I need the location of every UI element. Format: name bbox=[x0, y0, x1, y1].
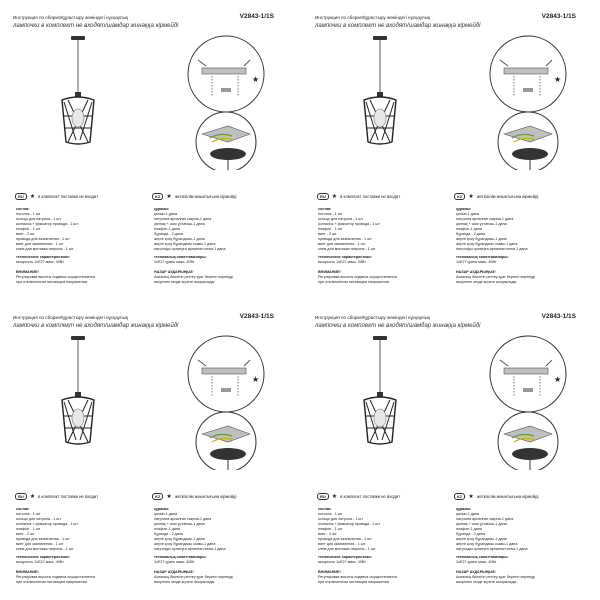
ru-badge: RU bbox=[317, 493, 329, 500]
ru-warning-line: при отключенном питающем напряжении. bbox=[318, 580, 390, 584]
kz-specs-title: техникалық сипаттамалары: bbox=[456, 255, 509, 259]
ru-specs-title: технические характеристики: bbox=[16, 255, 70, 259]
kz-warning-title: НАЗАР АУДАРЫҢЫЗ! bbox=[154, 570, 194, 574]
ru-warning-line: при отключенном питающем напряжении. bbox=[16, 580, 88, 584]
screw-icon bbox=[523, 88, 533, 92]
list-item: бұранда - 2 дана bbox=[154, 532, 183, 536]
list-item: колпачок + фиксатор провода - 1 шт bbox=[16, 522, 79, 526]
kz-badge: KZ bbox=[454, 493, 465, 500]
list-item: патронға арналған сақина-1 дана bbox=[154, 517, 212, 521]
ru-legend bbox=[317, 493, 400, 500]
assembly-diagram bbox=[6, 330, 292, 470]
list-item: потолок - 1 шт bbox=[16, 212, 41, 216]
instruction-sheet bbox=[6, 306, 292, 592]
kz-warning-title: НАЗАР АУДАРЫҢЫЗ! bbox=[456, 570, 496, 574]
kz-parts-list bbox=[456, 207, 584, 252]
list-item: патронға арналған сақина-1 дана bbox=[456, 517, 514, 521]
ru-warning-title: ВНИМАНИЕ! bbox=[318, 270, 341, 274]
assembly-diagram bbox=[6, 30, 292, 170]
list-item: бұранда - 2 дана bbox=[154, 232, 183, 236]
star-icon: ★ bbox=[468, 194, 474, 200]
list-item: провода для заземления - 1 шт bbox=[16, 237, 70, 241]
instruction-sheet bbox=[6, 6, 292, 292]
ru-parts-title: состав: bbox=[318, 207, 332, 211]
star-icon: ★ bbox=[554, 375, 562, 384]
kz-warning-line: Аспаның биіктігін реттеу қуат беретін кернеуді bbox=[154, 575, 233, 579]
kz-badge: KZ bbox=[152, 493, 163, 500]
list-item: қалып-1 дана bbox=[154, 512, 178, 516]
ru-specs-value: мощность 1хЕ27 макс. 40Вт bbox=[16, 560, 64, 564]
star-icon: ★ bbox=[29, 494, 36, 500]
lamp-icon bbox=[62, 336, 94, 444]
model-number: V2843-1/1S bbox=[541, 13, 576, 20]
list-item: плафон - 1 шт bbox=[318, 527, 343, 531]
ru-specs-title: технические характеристики: bbox=[318, 555, 372, 559]
bulb-icon bbox=[374, 409, 386, 427]
list-item: винт для заземления - 1 шт bbox=[16, 542, 64, 546]
list-item: жерге қосу бұрандасы сымы-1 дана bbox=[456, 242, 518, 246]
mounting-detail bbox=[188, 336, 264, 412]
ru-warning-line: Регулировка высоты подвеса осуществляется bbox=[16, 575, 96, 579]
ru-note: в комплект поставки не входит bbox=[38, 194, 99, 199]
ru-warning-title: ВНИМАНИЕ! bbox=[318, 570, 341, 574]
list-item: кольцо для патрона - 1 шт bbox=[318, 517, 364, 521]
list-item: винт для заземления - 1 шт bbox=[318, 542, 366, 546]
bulb-note: лампочки в комплект не входят/шамдар жинаққа кірмейді bbox=[315, 323, 481, 329]
list-item: плафон - 1 шт bbox=[318, 227, 343, 231]
list-item: клем для монтажа патрона - 1 шт bbox=[318, 547, 376, 551]
kz-warning bbox=[456, 270, 584, 285]
ru-note: в комплект поставки не входит bbox=[340, 494, 401, 499]
star-icon: ★ bbox=[331, 494, 338, 500]
list-item: қалпақ + сым ұстағыш-1 дана bbox=[154, 222, 205, 226]
wiring-detail bbox=[196, 412, 256, 470]
list-item: патронға арналған сақина-1 дана bbox=[456, 217, 514, 221]
kz-badge: KZ bbox=[454, 193, 465, 200]
list-item: кольцо для патрона - 1 шт bbox=[16, 517, 62, 521]
list-item: жерге қосу бұрандасы-1 дана bbox=[154, 537, 205, 541]
list-item: патронды орнатуға арналған клем-1 дана bbox=[154, 247, 226, 251]
ru-legend bbox=[317, 193, 400, 200]
list-item: винт - 2 шт bbox=[318, 232, 337, 236]
star-icon: ★ bbox=[166, 494, 172, 500]
ru-legend bbox=[15, 493, 98, 500]
kz-specs-value: 1хЕ27 қуаты макс. 40Вт bbox=[456, 560, 497, 564]
list-item: клем для монтажа патрона - 1 шт bbox=[16, 547, 74, 551]
list-item: потолок - 1 шт bbox=[318, 212, 343, 216]
kz-warning-line: Аспаның биіктігін реттеу қуат беретін кернеуді bbox=[456, 275, 535, 279]
sheet-title: Инструкция по сборке/Құрастыру жөніндегі нұсқаулық bbox=[13, 15, 128, 20]
assembly-diagram bbox=[308, 30, 594, 170]
star-icon: ★ bbox=[554, 75, 562, 84]
screw-icon bbox=[221, 88, 231, 92]
kz-warning-title: НАЗАР АУДАРЫҢЫЗ! bbox=[456, 270, 496, 274]
kz-note: жеткізілім жиынтығына кірмейді bbox=[174, 494, 237, 499]
ru-parts-list bbox=[16, 207, 144, 252]
lamp-icon bbox=[364, 36, 396, 144]
list-item: қалпақ + сым ұстағыш-1 дана bbox=[456, 522, 507, 526]
list-item: жерге қосу бұрандасы-1 дана bbox=[456, 537, 507, 541]
ru-badge: RU bbox=[317, 193, 329, 200]
list-item: жерге қосу бұрандасы сымы-1 дана bbox=[154, 542, 216, 546]
ru-parts-title: состав: bbox=[318, 507, 332, 511]
list-item: патронды орнатуға арналған клем-1 дана bbox=[456, 247, 528, 251]
screw-icon bbox=[523, 388, 533, 392]
ru-warning bbox=[318, 570, 446, 585]
lamp-icon bbox=[364, 336, 396, 444]
star-icon: ★ bbox=[252, 75, 260, 84]
list-item: плафон-1 дана bbox=[154, 527, 180, 531]
star-icon: ★ bbox=[29, 194, 36, 200]
kz-warning-line: өшірілген кезде жүзеге асырылады. bbox=[456, 280, 518, 284]
list-item: винт для заземления - 1 шт bbox=[318, 242, 366, 246]
ru-note: в комплект поставки не входит bbox=[340, 194, 401, 199]
list-item: винт - 2 шт bbox=[318, 532, 337, 536]
wiring-detail bbox=[196, 112, 256, 170]
model-number: V2843-1/1S bbox=[239, 13, 274, 20]
kz-warning-line: Аспаның биіктігін реттеу қуат беретін кернеуді bbox=[456, 575, 535, 579]
kz-specs-value: 1хЕ27 қуаты макс. 40Вт bbox=[154, 560, 195, 564]
kz-parts-title: құрамы: bbox=[154, 207, 170, 211]
ru-specs bbox=[16, 255, 144, 265]
list-item: жерге қосу бұрандасы сымы-1 дана bbox=[456, 542, 518, 546]
ru-specs bbox=[318, 555, 446, 565]
ru-parts-list bbox=[318, 207, 446, 252]
sheet-title: Инструкция по сборке/Құрастыру жөніндегі нұсқаулық bbox=[315, 315, 430, 320]
mounting-detail bbox=[490, 336, 566, 412]
star-icon: ★ bbox=[331, 194, 338, 200]
bulb-note: лампочки в комплект не входят/шамдар жинаққа кірмейді bbox=[315, 23, 481, 29]
assembly-diagram bbox=[308, 330, 594, 470]
ru-specs-title: технические характеристики: bbox=[318, 255, 372, 259]
kz-specs-value: 1хЕ27 қуаты макс. 40Вт bbox=[154, 260, 195, 264]
list-item: винт - 2 шт bbox=[16, 232, 35, 236]
ru-parts-list bbox=[318, 507, 446, 552]
ru-warning-title: ВНИМАНИЕ! bbox=[16, 570, 39, 574]
list-item: колпачок + фиксатор провода - 1 шт bbox=[318, 522, 381, 526]
list-item: плафон-1 дана bbox=[456, 527, 482, 531]
mounting-detail bbox=[490, 36, 566, 112]
kz-legend bbox=[454, 493, 538, 500]
kz-legend bbox=[454, 193, 538, 200]
ru-parts-title: состав: bbox=[16, 207, 30, 211]
list-item: колпачок + фиксатор провода - 1 шт bbox=[318, 222, 381, 226]
bulb-icon bbox=[72, 409, 84, 427]
list-item: патронға арналған сақина-1 дана bbox=[154, 217, 212, 221]
ru-badge: RU bbox=[15, 493, 27, 500]
kz-warning-line: Аспаның биіктігін реттеу қуат беретін кернеуді bbox=[154, 275, 233, 279]
list-item: винт - 2 шт bbox=[16, 532, 35, 536]
ru-specs bbox=[16, 555, 144, 565]
ru-warning-line: Регулировка высоты подвеса осуществляется bbox=[16, 275, 96, 279]
bulb-icon bbox=[374, 109, 386, 127]
list-item: провода для заземления - 1 шт bbox=[318, 537, 372, 541]
screw-icon bbox=[221, 388, 231, 392]
ru-badge: RU bbox=[15, 193, 27, 200]
kz-specs-title: техникалық сипаттамалары: bbox=[154, 555, 207, 559]
kz-badge: KZ bbox=[152, 193, 163, 200]
star-icon: ★ bbox=[468, 494, 474, 500]
kz-parts-list bbox=[456, 507, 584, 552]
list-item: кольцо для патрона - 1 шт bbox=[16, 217, 62, 221]
kz-specs-value: 1хЕ27 қуаты макс. 40Вт bbox=[456, 260, 497, 264]
instruction-sheet bbox=[308, 6, 594, 292]
wiring-detail bbox=[498, 112, 558, 170]
model-number: V2843-1/1S bbox=[541, 313, 576, 320]
list-item: провода для заземления - 1 шт bbox=[318, 237, 372, 241]
list-item: потолок - 1 шт bbox=[318, 512, 343, 516]
ru-warning-line: Регулировка высоты подвеса осуществляется bbox=[318, 275, 398, 279]
kz-legend bbox=[152, 493, 236, 500]
kz-specs bbox=[456, 555, 584, 565]
ru-specs-value: мощность 1хЕ27 макс. 40Вт bbox=[318, 560, 366, 564]
star-icon: ★ bbox=[166, 194, 172, 200]
ru-specs-value: мощность 1хЕ27 макс. 40Вт bbox=[16, 260, 64, 264]
list-item: қалып-1 дана bbox=[456, 512, 480, 516]
kz-specs bbox=[154, 255, 282, 265]
kz-note: жеткізілім жиынтығына кірмейді bbox=[476, 494, 539, 499]
kz-note: жеткізілім жиынтығына кірмейді bbox=[174, 194, 237, 199]
list-item: патронды орнатуға арналған клем-1 дана bbox=[154, 547, 226, 551]
ru-specs-value: мощность 1хЕ27 макс. 40Вт bbox=[318, 260, 366, 264]
ru-parts-list bbox=[16, 507, 144, 552]
list-item: қалпақ + сым ұстағыш-1 дана bbox=[456, 222, 507, 226]
kz-parts-list bbox=[154, 507, 282, 552]
list-item: қалпақ + сым ұстағыш-1 дана bbox=[154, 522, 205, 526]
kz-parts-title: құрамы: bbox=[154, 507, 170, 511]
list-item: плафон-1 дана bbox=[154, 227, 180, 231]
kz-legend bbox=[152, 193, 236, 200]
list-item: бұранда - 2 дана bbox=[456, 232, 485, 236]
lamp-icon bbox=[62, 36, 94, 144]
ru-warning bbox=[16, 570, 144, 585]
list-item: винт для заземления - 1 шт bbox=[16, 242, 64, 246]
list-item: жерге қосу бұрандасы-1 дана bbox=[456, 237, 507, 241]
mounting-detail bbox=[188, 36, 264, 112]
list-item: жерге қосу бұрандасы-1 дана bbox=[154, 237, 205, 241]
ru-specs-title: технические характеристики: bbox=[16, 555, 70, 559]
list-item: қалып-1 дана bbox=[456, 212, 480, 216]
ru-note: в комплект поставки не входит bbox=[38, 494, 99, 499]
kz-specs-title: техникалық сипаттамалары: bbox=[154, 255, 207, 259]
ru-warning-line: Регулировка высоты подвеса осуществляется bbox=[318, 575, 398, 579]
bulb-icon bbox=[72, 109, 84, 127]
model-number: V2843-1/1S bbox=[239, 313, 274, 320]
kz-parts-title: құрамы: bbox=[456, 207, 472, 211]
kz-warning-line: өшірілген кезде жүзеге асырылады. bbox=[154, 280, 216, 284]
ru-warning bbox=[318, 270, 446, 285]
ru-warning-line: при отключенном питающем напряжении. bbox=[16, 280, 88, 284]
list-item: потолок - 1 шт bbox=[16, 512, 41, 516]
ru-warning-title: ВНИМАНИЕ! bbox=[16, 270, 39, 274]
instruction-sheet bbox=[308, 306, 594, 592]
sheet-title: Инструкция по сборке/Құрастыру жөніндегі нұсқаулық bbox=[13, 315, 128, 320]
kz-parts-list bbox=[154, 207, 282, 252]
list-item: бұранда - 2 дана bbox=[456, 532, 485, 536]
list-item: қалып-1 дана bbox=[154, 212, 178, 216]
bulb-note: лампочки в комплект не входят/шамдар жинаққа кірмейді bbox=[13, 23, 179, 29]
kz-warning bbox=[456, 570, 584, 585]
list-item: клем для монтажа патрона - 1 шт bbox=[318, 247, 376, 251]
sheet-title: Инструкция по сборке/Құрастыру жөніндегі нұсқаулық bbox=[315, 15, 430, 20]
kz-note: жеткізілім жиынтығына кірмейді bbox=[476, 194, 539, 199]
ru-parts-title: состав: bbox=[16, 507, 30, 511]
list-item: патронды орнатуға арналған клем-1 дана bbox=[456, 547, 528, 551]
star-icon: ★ bbox=[252, 375, 260, 384]
kz-warning-line: өшірілген кезде жүзеге асырылады. bbox=[154, 580, 216, 584]
ru-warning-line: при отключенном питающем напряжении. bbox=[318, 280, 390, 284]
wiring-detail bbox=[498, 412, 558, 470]
list-item: плафон - 1 шт bbox=[16, 227, 41, 231]
ru-legend bbox=[15, 193, 98, 200]
list-item: провода для заземления - 1 шт bbox=[16, 537, 70, 541]
ru-warning bbox=[16, 270, 144, 285]
ru-specs bbox=[318, 255, 446, 265]
bulb-note: лампочки в комплект не входят/шамдар жинаққа кірмейді bbox=[13, 323, 179, 329]
list-item: плафон - 1 шт bbox=[16, 527, 41, 531]
list-item: кольцо для патрона - 1 шт bbox=[318, 217, 364, 221]
list-item: колпачок + фиксатор провода - 1 шт bbox=[16, 222, 79, 226]
kz-warning bbox=[154, 270, 282, 285]
kz-specs-title: техникалық сипаттамалары: bbox=[456, 555, 509, 559]
kz-warning-line: өшірілген кезде жүзеге асырылады. bbox=[456, 580, 518, 584]
list-item: жерге қосу бұрандасы сымы-1 дана bbox=[154, 242, 216, 246]
kz-parts-title: құрамы: bbox=[456, 507, 472, 511]
list-item: клем для монтажа патрона - 1 шт bbox=[16, 247, 74, 251]
kz-specs bbox=[154, 555, 282, 565]
kz-warning-title: НАЗАР АУДАРЫҢЫЗ! bbox=[154, 270, 194, 274]
kz-warning bbox=[154, 570, 282, 585]
list-item: плафон-1 дана bbox=[456, 227, 482, 231]
kz-specs bbox=[456, 255, 584, 265]
